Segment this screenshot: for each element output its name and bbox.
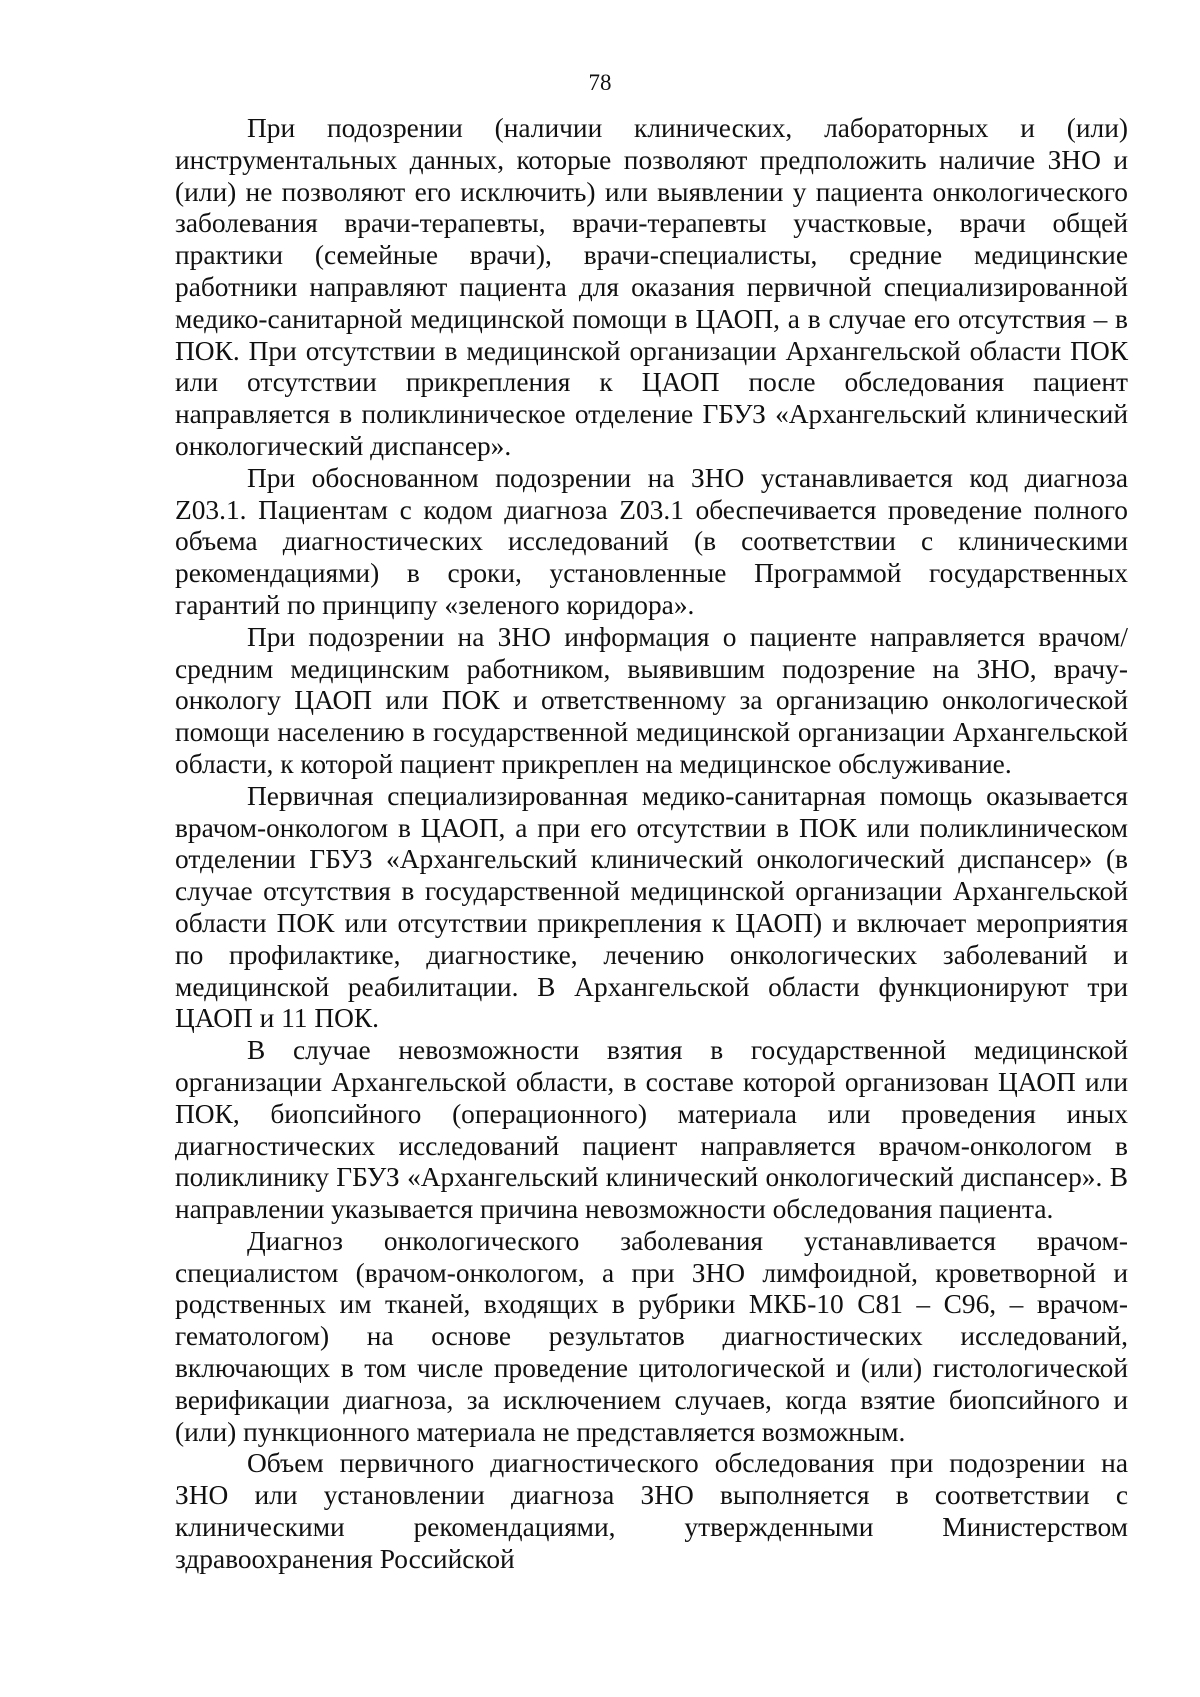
paragraph-information-transfer: При подозрении на ЗНО информация о пациенте направляется врачом/ средним медицинским работником, выявившим подозрение на ЗНО, врачу-онкологу ЦАОП или ПОК и ответственному за организацию онкологической помощи населению в государственной медицинской организации Архангельской области, к которой пациент прикреплен на медицинское обслуживание. [175, 621, 1128, 779]
paragraph-biopsy-referral: В случае невозможности взятия в государственной медицинской организации Архангельской области, в составе которой организован ЦАОП или ПОК, биопсийного (операционного) материала или проведения иных диагностических исследований пациент направляется врачом-онкологом в поликлинику ГБУЗ «Архангельский клинический онкологический диспансер». В направлении указывается причина невозможности обследования пациента. [175, 1035, 1128, 1225]
paragraph-diagnosis-establishment: Диагноз онкологического заболевания устанавливается врачом-специалистом (врачом-онкологом, а при ЗНО лимфоидной, кроветворной и родственных им тканей, входящих в рубрики МКБ-10 С81 – С96, – врачом-гематологом) на основе результатов диагностических исследований, включающих в том числе проведение цитологической и (или) гистологической верификации диагноза, за исключением случаев, когда взятие биопсийного и (или) пункционного материала не представляется возможным. [175, 1225, 1128, 1447]
document-body [175, 113, 1128, 1576]
paragraph-primary-care: Первичная специализированная медико-санитарная помощь оказывается врачом-онкологом в ЦАОП, а при его отсутствии в ПОК или поликлиническом отделении ГБУЗ «Архангельский клинический онкологический диспансер» (в случае отсутствия в государственной медицинской организации Архангельской области ПОК или отсутствии прикрепления к ЦАОП) и включает мероприятия по профилактике, диагностике, лечению онкологических заболеваний и медицинской реабилитации. В Архангельской области функционируют три ЦАОП и 11 ПОК. [175, 780, 1128, 1034]
page-number: 78 [588, 70, 612, 95]
paragraph-examination-scope: Объем первичного диагностического обследования при подозрении на ЗНО или установлении диагноза ЗНО выполняется в соответствии с клиническими рекомендациями, утвержденными Министерством здравоохранения Российской [175, 1448, 1128, 1574]
paragraph-diagnosis-code: При обоснованном подозрении на ЗНО устанавливается код диагноза Z03.1. Пациентам с кодом диагноза Z03.1 обеспечивается проведение полного объема диагностических исследований (в соответствии с клиническими рекомендациями) в сроки, установленные Программой государственных гарантий по принципу «зеленого коридора». [175, 462, 1128, 620]
paragraph-referral: При подозрении (наличии клинических, лабораторных и (или) инструментальных данных, которые позволяют предположить наличие ЗНО и (или) не позволяют его исключить) или выявлении у пациента онкологического заболевания врачи-терапевты, врачи-терапевты участковые, врачи общей практики (семейные врачи), врачи-специалисты, средние медицинские работники направляют пациента для оказания первичной специализированной медико-санитарной медицинской помощи в ЦАОП, а в случае его отсутствия – в ПОК. При отсутствии в медицинской организации Архангельской области ПОК или отсутствии прикрепления к ЦАОП после обследования пациент направляется в поликлиническое отделение ГБУЗ «Архангельский клинический онкологический диспансер». [175, 113, 1128, 461]
